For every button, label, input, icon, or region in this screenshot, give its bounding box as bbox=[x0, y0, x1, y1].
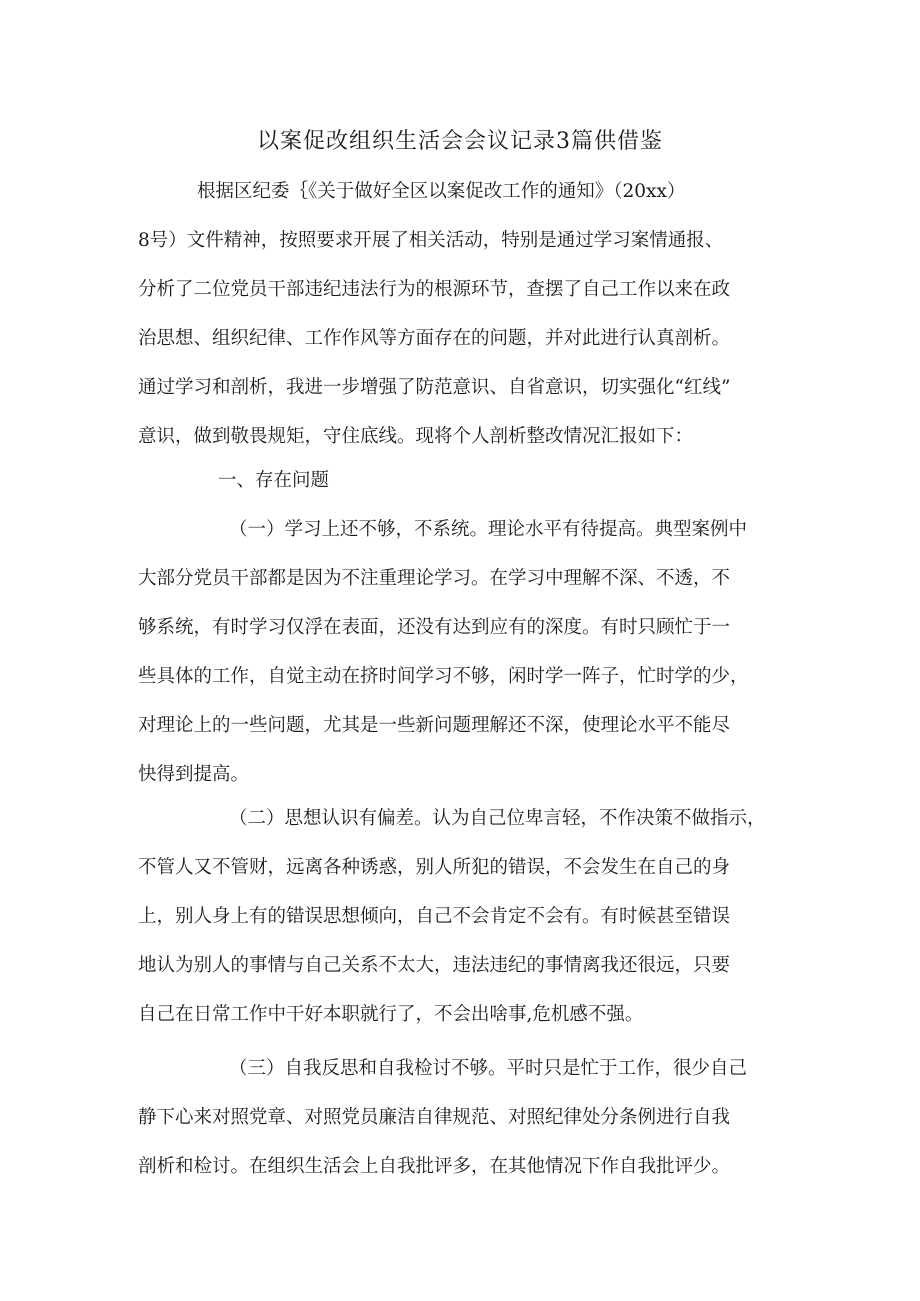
item3-line: 剖析和检讨。在组织生活会上自我批评多，在其他情况下作自我批评少。 bbox=[138, 1156, 731, 1177]
item3-line: （三）自我反思和自我检讨不够。平时只是忙于工作，很少自己 bbox=[229, 1058, 748, 1079]
intro-line: 根据区纪委｛《关于做好全区以案促改工作的通知》（20xx） bbox=[197, 181, 686, 202]
item1-line: 够系统，有时学习仅浮在表面，还没有达到应有的深度。有时只顾忙于一 bbox=[138, 617, 731, 638]
item1-line: 些具体的工作，自觉主动在挤时间学习不够，闲时学一阵子，忙时学的少， bbox=[138, 666, 749, 687]
item1-line: 大部分党员干部都是因为不注重理论学习。在学习中理解不深、不透，不 bbox=[138, 568, 731, 589]
item2-line: （二）思想认识有偏差。认为自己位卑言轻，不作决策不做指示， bbox=[229, 808, 766, 829]
intro-line: 意识，做到敬畏规矩，守住底线。现将个人剖析整改情况汇报如下： bbox=[138, 426, 694, 447]
item3-line: 静下心来对照党章、对照党员廉洁自律规范、对照纪律处分条例进行自我 bbox=[138, 1107, 731, 1128]
item2-line: 不管人又不管财，远离各种诱惑，别人所犯的错误，不会发生在自己的身 bbox=[138, 857, 731, 878]
intro-line: 通过学习和剖析，我进一步增强了防范意识、自省意识，切实强化“红线” bbox=[138, 377, 731, 398]
document-title: 以案促改组织生活会会议记录3篇供借鉴 bbox=[257, 129, 663, 154]
item1-line: 快得到提高。 bbox=[138, 764, 250, 785]
item1-line: 对理论上的一些问题，尤其是一些新问题理解还不深，使理论水平不能尽 bbox=[138, 715, 731, 736]
item2-line: 上，别人身上有的错误思想倾向，自己不会肯定不会有。有时候甚至错误 bbox=[138, 906, 731, 927]
item2-line: 地认为别人的事情与自己关系不太大，违法违纪的事情离我还很远，只要 bbox=[138, 955, 731, 976]
section-heading: 一、存在问题 bbox=[218, 470, 330, 491]
intro-line: 8号）文件精神，按照要求开展了相关活动，特别是通过学习案情通报、 bbox=[138, 230, 724, 251]
intro-line: 治思想、组织纪律、工作作风等方面存在的问题，并对此进行认真剖析。 bbox=[138, 328, 731, 349]
item1-line: （一）学习上还不够，不系统。理论水平有待提高。典型案例中 bbox=[229, 519, 748, 540]
item2-line: 自己在日常工作中干好本职就行了，不会出啥事,危机感不强。 bbox=[138, 1004, 644, 1025]
intro-line: 分析了二位党员干部违纪违法行为的根源环节，查摆了自己工作以来在政 bbox=[138, 279, 731, 300]
